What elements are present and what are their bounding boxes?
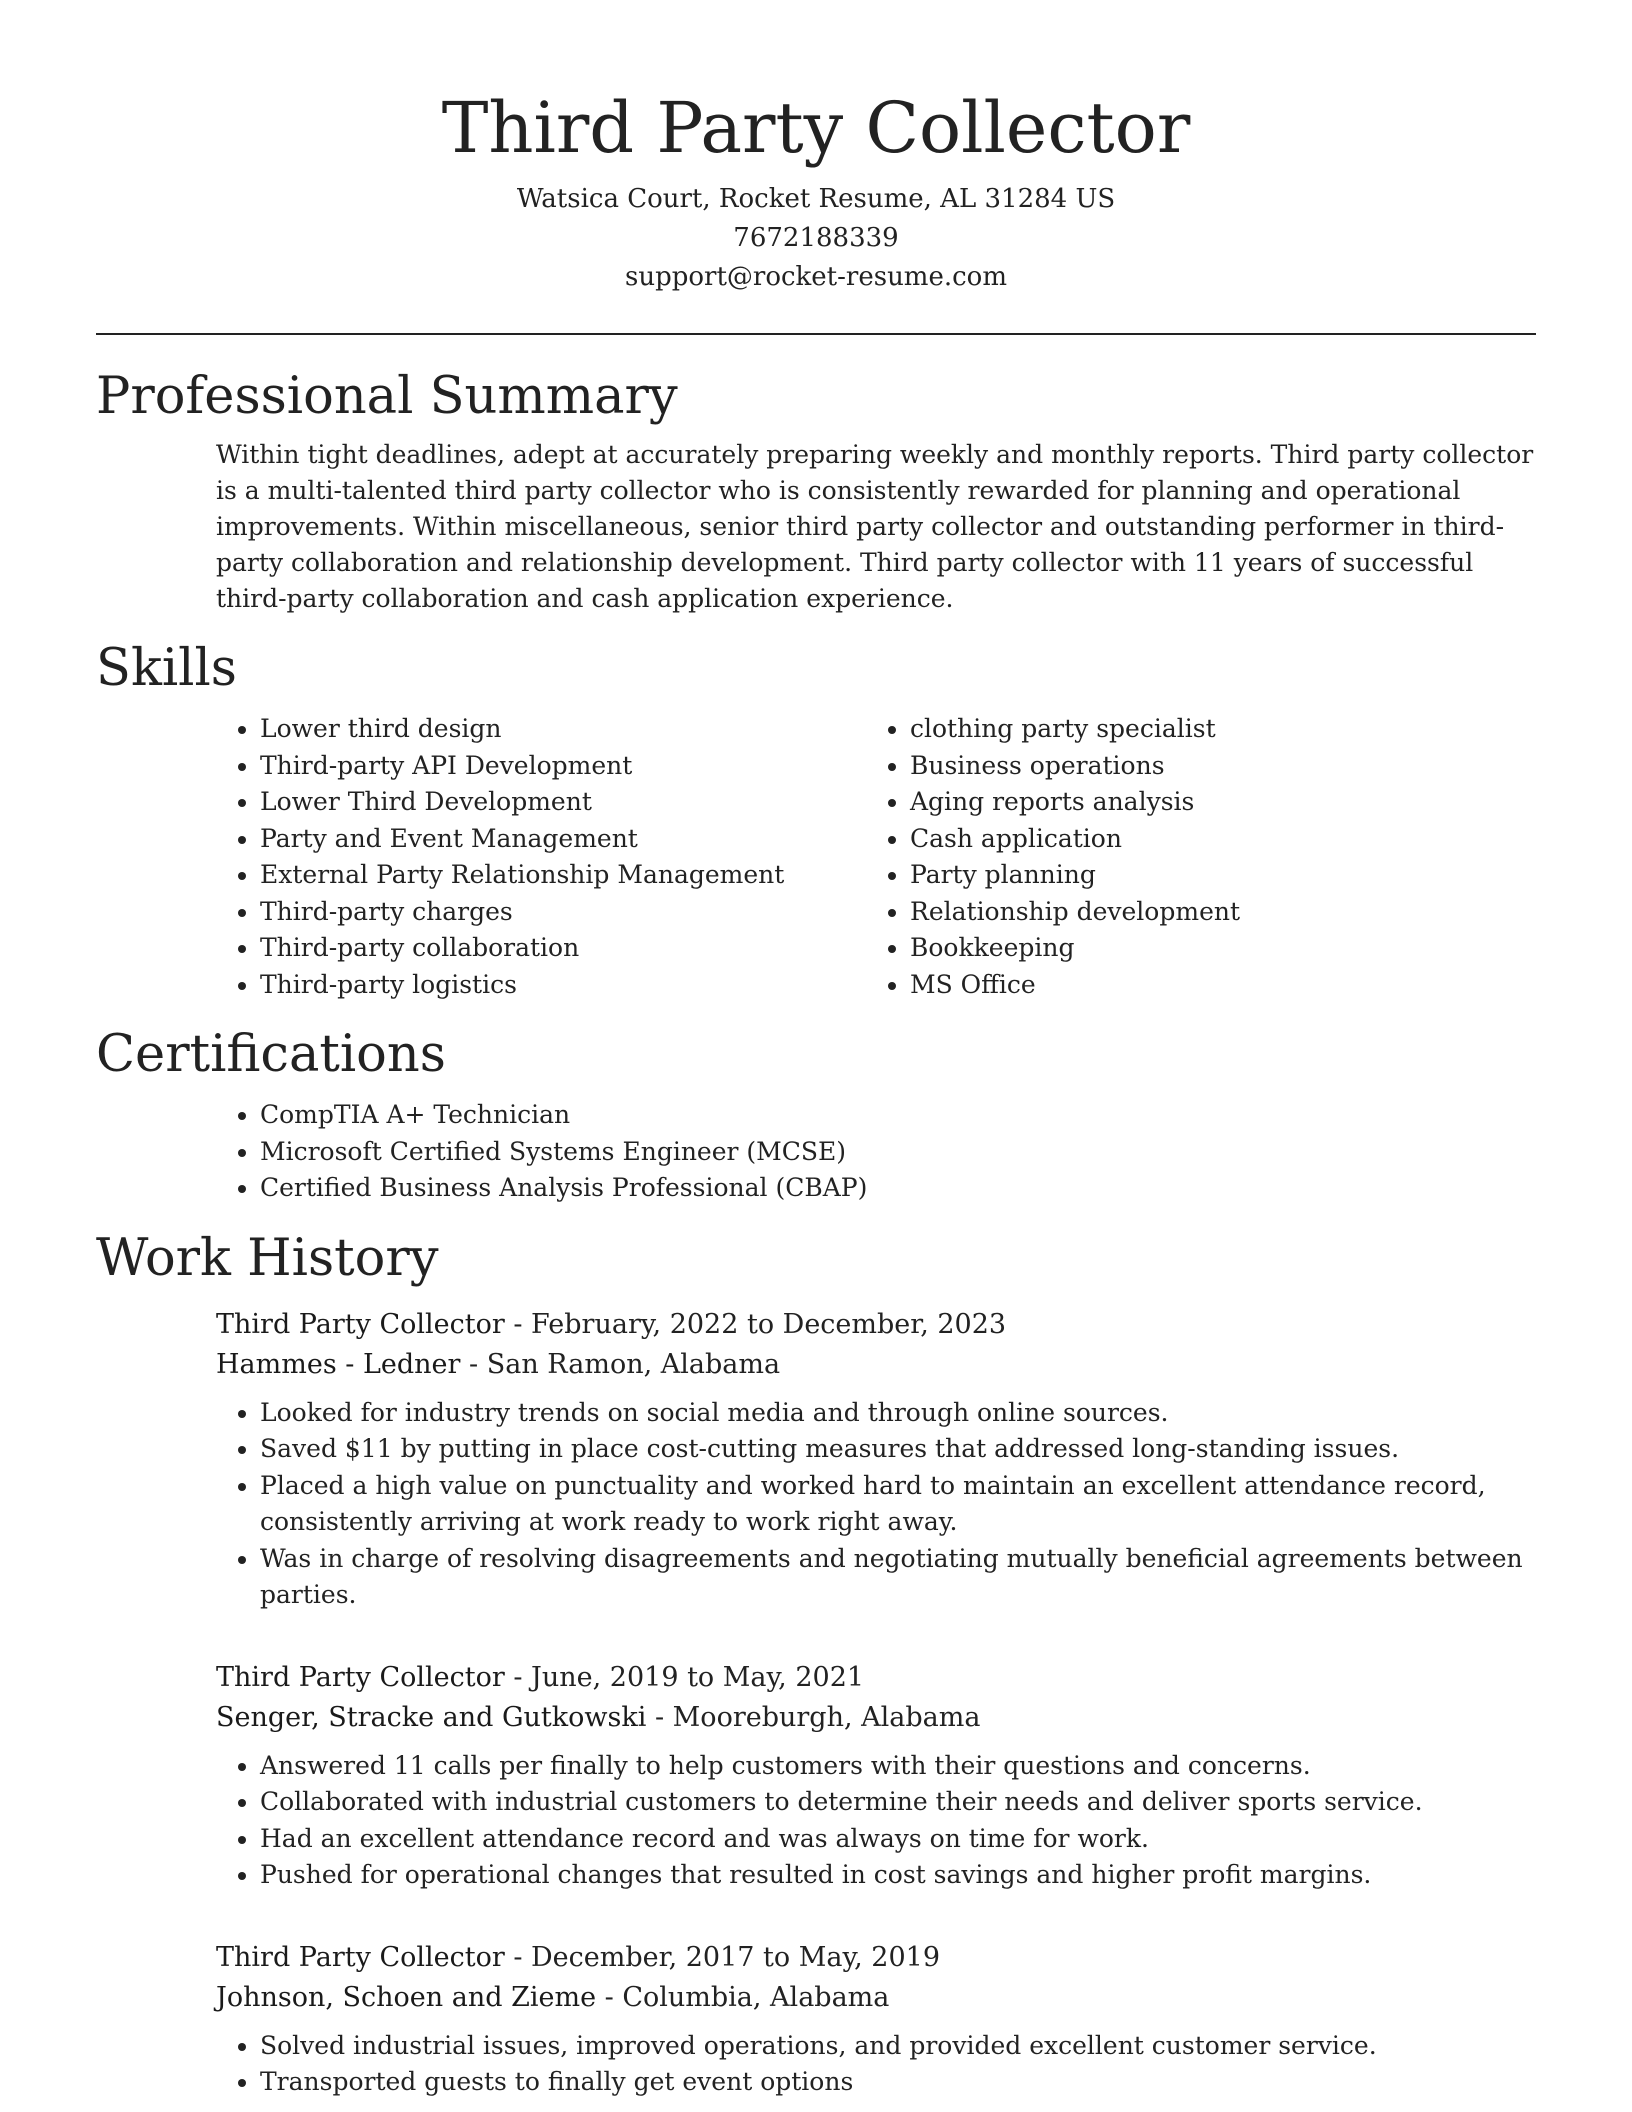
job-role: Third Party Collector [216,1941,505,1973]
skill-item: • Third-party logistics [260,967,866,1004]
skill-item: • MS Office [910,967,1516,1004]
certification-item: • Microsoft Certified Systems Engineer (MCSE) [260,1134,1536,1171]
skills-list-right [866,711,1516,1003]
certifications-section [216,1097,1536,1207]
job-role: Third Party Collector [216,1661,505,1693]
skill-item: • External Party Relationship Management [260,857,866,894]
job-company-line [216,1978,1536,2018]
job-entry [216,1305,1536,1614]
resume-header [96,0,1536,297]
skill-item: • Party and Event Management [260,821,866,858]
job-company-line [216,1698,1536,1738]
certification-item: • Certified Business Analysis Professional (CBAP) [260,1170,1536,1207]
job-entry [216,1658,1536,1894]
job-company: Senger, Stracke and Gutkowski [216,1701,647,1733]
contact-email: support@rocket-resume.com [624,262,1007,292]
job-bullet: • Answered 11 calls per finally to help customers with their questions and concerns. [260,1748,1590,1785]
job-bullet: • Was in charge of resolving disagreements and negotiating mutually beneficial agreements between parties. [260,1541,1590,1614]
skill-item: • Party planning [910,857,1516,894]
job-location: - Columbia, Alabama [596,1981,890,2013]
job-bullet: • Pushed for operational changes that resulted in cost savings and higher profit margins. [260,1857,1590,1894]
job-bullet: • Solved industrial issues, improved operations, and provided excellent customer service. [260,2028,1590,2065]
job-dates: - February, 2022 to December, 2023 [504,1308,1007,1340]
job-role: Third Party Collector [216,1308,505,1340]
job-location: - Mooreburgh, Alabama [646,1701,981,1733]
certifications-heading: Certifications [96,1025,446,1084]
header-divider [96,333,1536,335]
job-dates: - December, 2017 to May, 2019 [504,1941,941,1973]
summary-section [216,437,1536,617]
skill-item: • Cash application [910,821,1516,858]
skill-item: • Relationship development [910,894,1516,931]
job-title-line [216,1938,1536,1978]
skills-section [216,711,1536,1003]
skills-column-left [216,711,866,1003]
work-history-section [216,1305,1536,2101]
job-bullet: • Transported guests to finally get event options [260,2064,1590,2101]
job-bullet: • Had an excellent attendance record and was always on time for work. [260,1821,1590,1858]
job-company: Hammes - Ledner [216,1348,461,1380]
skills-heading: Skills [96,639,237,698]
job-title-line [216,1305,1536,1345]
skill-item: • clothing party specialist [910,711,1516,748]
job-location: - San Ramon, Alabama [460,1348,781,1380]
job-bullet: • Looked for industry trends on social media and through online sources. [260,1395,1590,1432]
job-bullets [216,2028,1590,2101]
job-bullet: • Collaborated with industrial customers to determine their needs and deliver sports service. [260,1784,1590,1821]
certification-item: • CompTIA A+ Technician [260,1097,1536,1134]
skill-item: • Bookkeeping [910,930,1516,967]
contact-address: Watsica Court, Rocket Resume, AL 31284 US [516,184,1116,214]
resume-page [96,0,1536,2101]
summary-text: Within tight deadlines, adept at accurately preparing weekly and monthly reports. Third party collector is a multi-talented third party collector who is consistently rewarded for planning and operational improvements. Within miscellaneous, senior third party collector and outstanding performer in third-party collaboration and relationship development. Third party collector with 11 years of successful third-party collaboration and cash application experience. [216,440,1534,613]
job-entry [216,1938,1536,2101]
job-bullet: • Placed a high value on punctuality and worked hard to maintain an excellent attendance record, consistently arriving at work ready to work right away. [260,1468,1590,1541]
job-company: Johnson, Schoen and Zieme [216,1981,597,2013]
job-bullet: • Saved $11 by putting in place cost-cutting measures that addressed long-standing issues. [260,1431,1590,1468]
work-history-heading: Work History [96,1228,439,1288]
skill-item: • Third-party collaboration [260,930,866,967]
skill-item: • Aging reports analysis [910,784,1516,821]
skills-grid [216,711,1536,1003]
skill-item: • Lower Third Development [260,784,866,821]
skills-column-right [866,711,1516,1003]
job-bullets [216,1395,1590,1614]
candidate-name: Third Party Collector [441,87,1191,169]
job-bullets [216,1748,1590,1894]
skill-item: • Third-party charges [260,894,866,931]
skill-item: • Lower third design [260,711,866,748]
skills-list-left [216,711,866,1003]
summary-heading: Professional Summary [96,367,678,426]
contact-phone: 7672188339 [733,223,899,253]
job-title-line [216,1658,1536,1698]
skill-item: • Third-party API Development [260,748,866,785]
job-dates: - June, 2019 to May, 2021 [504,1661,865,1693]
job-company-line [216,1345,1536,1385]
certifications-list [216,1097,1536,1207]
skill-item: • Business operations [910,748,1516,785]
